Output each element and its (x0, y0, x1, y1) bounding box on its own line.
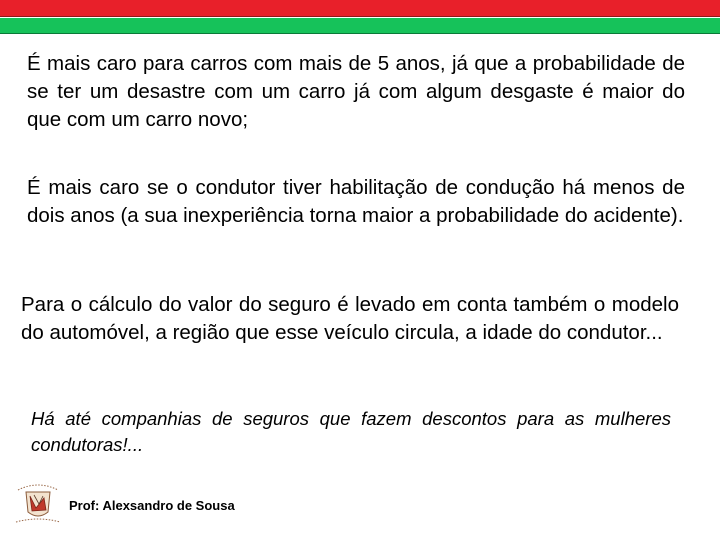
top-green-stripe (0, 18, 720, 34)
paragraph-vehicle-age: É mais caro para carros com mais de 5 anos, já que a probabilidade de se ter um desastre com um carro já com algum desgaste é maior do que com um carro novo; (27, 52, 685, 131)
paragraph-discounts-note: Há até companhias de seguros que fazem descontos para as mulheres condutoras!... (31, 408, 671, 455)
top-red-stripe (0, 0, 720, 17)
author-credit: Prof: Alexsandro de Sousa (69, 498, 235, 513)
school-crest-logo-icon (12, 478, 64, 528)
paragraph-insurance-calculation: Para o cálculo do valor do seguro é levado em conta também o modelo do automóvel, a região que esse veículo circula, a idade do condutor... (21, 293, 679, 344)
paragraph-driver-experience: É mais caro se o condutor tiver habilitação de condução há menos de dois anos (a sua inexperiência torna maior a probabilidade do acidente). (27, 176, 685, 227)
